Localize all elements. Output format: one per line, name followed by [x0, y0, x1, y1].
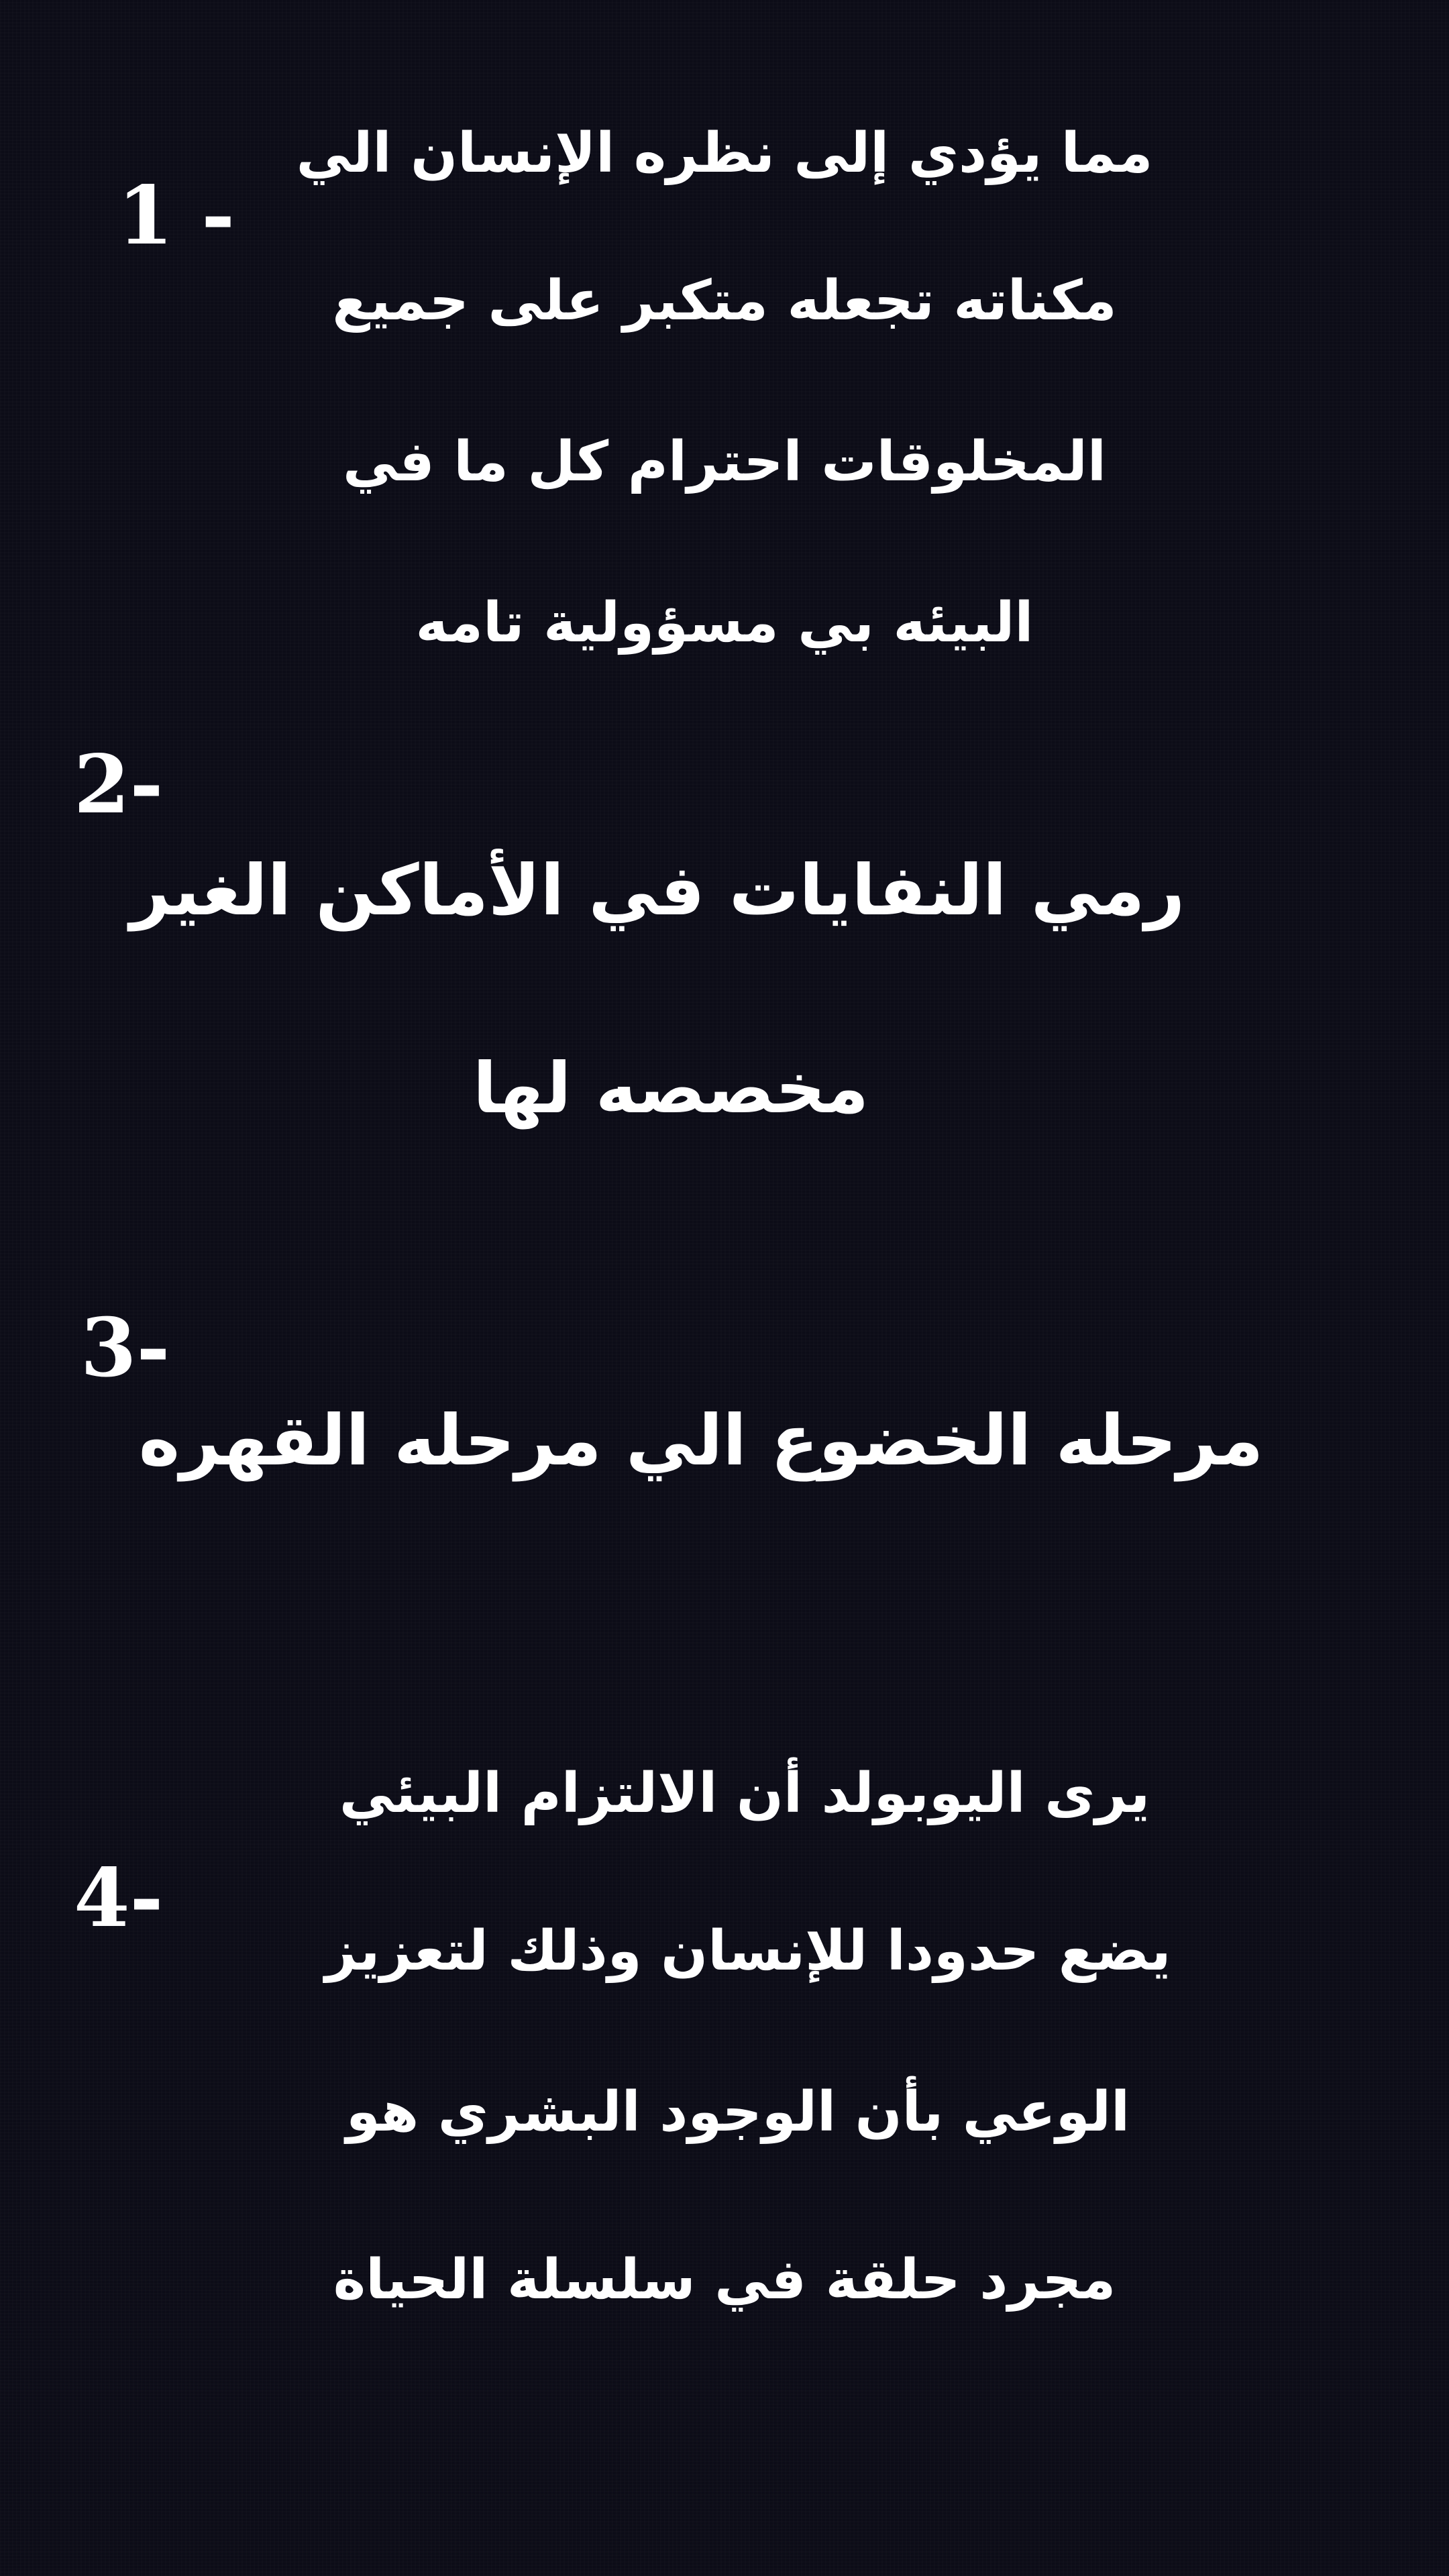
section-4-line-1: يرى اليوبولد أن الالتزام البيئي: [339, 1762, 1150, 1825]
section-3-marker: 3-: [80, 1301, 170, 1395]
section-4-line-2: يضع حدودا للإنسان وذلك لتعزيز: [325, 1919, 1171, 1983]
section-4-marker: 4-: [74, 1851, 164, 1945]
section-1-line-1: مما يؤدي إلى نظره الإنسان الي: [296, 121, 1153, 185]
section-1-line-4: البيئه بي مسؤولية تامه: [415, 591, 1034, 655]
section-1-marker: 1 -: [117, 168, 235, 263]
section-4-line-3: الوعي بأن الوجود البشري هو: [345, 2080, 1130, 2144]
section-1-line-3: المخلوقات احترام كل ما في: [343, 430, 1106, 494]
section-4-line-4: مجرد حلقة في سلسلة الحياة: [333, 2248, 1116, 2312]
section-3-line-1: مرحله الخضوع الي مرحله القهره: [138, 1399, 1264, 1481]
section-2-line-1: رمي النفايات في الأماكن الغير: [129, 849, 1185, 931]
section-1-line-2: مكناته تجعله متكبر على جميع: [332, 269, 1117, 333]
section-2-marker: 2-: [74, 737, 164, 832]
section-2-line-2: مخصصه لها: [472, 1047, 869, 1129]
